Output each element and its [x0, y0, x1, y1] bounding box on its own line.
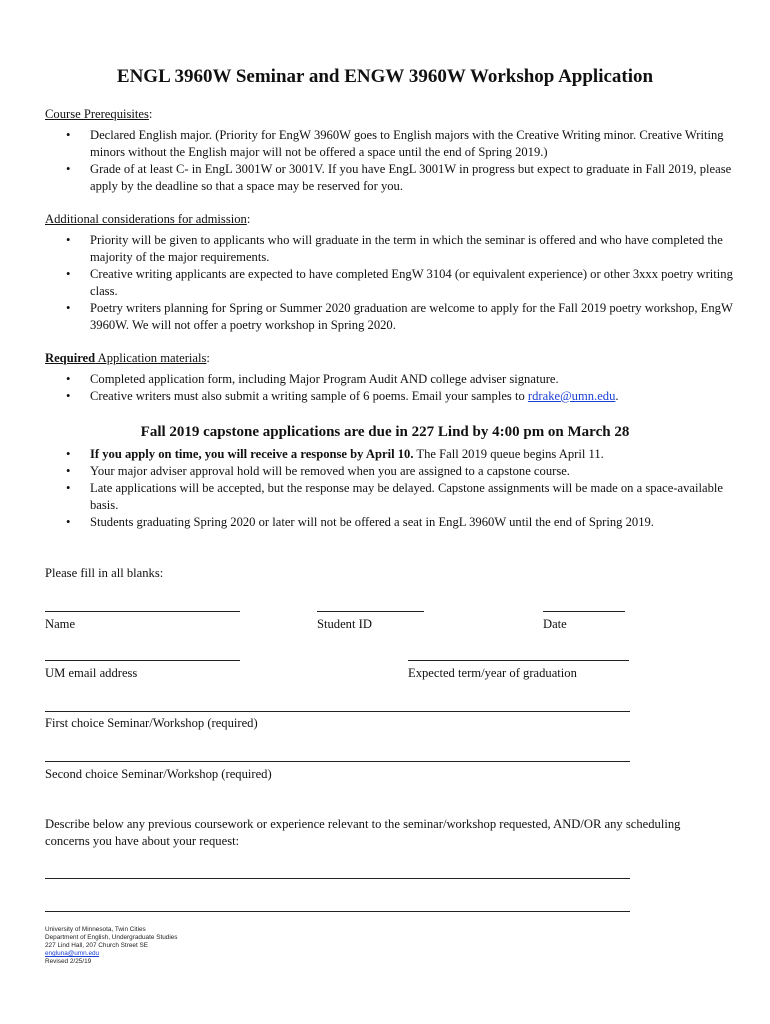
deadline-list	[45, 446, 735, 531]
list-item: • Declared English major. (Priority for EngW 3960W goes to English majors with the Creative Writing minor. Creative Writing minors without the English major will not be offered a space until the end of Spring 2019.)	[45, 127, 735, 161]
name-field[interactable]	[45, 611, 240, 612]
queue-begins-text: The Fall 2019 queue begins April 11.	[413, 447, 604, 461]
materials-list	[45, 371, 735, 405]
student-id-label: Student ID	[317, 617, 372, 631]
footer-university: University of Minnesota, Twin Cities	[45, 926, 146, 933]
name-label: Name	[45, 617, 76, 631]
deadline-heading: Fall 2019 capstone applications are due in 227 Lind by 4:00 pm on March 28	[140, 424, 630, 440]
student-id-field[interactable]	[317, 611, 424, 612]
list-item	[45, 446, 735, 463]
page-title: ENGL 3960W Seminar and ENGW 3960W Workshop Application	[116, 66, 654, 87]
list-item: • Poetry writers planning for Spring or Summer 2020 graduation are welcome to apply for the Fall 2019 poetry workshop, EngW 3960W. We will not offer a poetry workshop in Spring 2020.	[45, 300, 735, 334]
date-label: Date	[543, 617, 567, 631]
footer-revised: Revised 2/25/19	[45, 958, 92, 965]
list-item	[45, 388, 735, 405]
first-choice-field[interactable]	[45, 711, 630, 712]
footer-department: Department of English, Undergraduate Studies	[45, 934, 178, 941]
email-label: UM email address	[45, 666, 138, 680]
footer-address: 227 Lind Hall, 207 Church Street SE	[45, 942, 149, 949]
prerequisites-heading-text: Course Prerequisites	[45, 107, 149, 121]
response-date-text: If you apply on time, you will receive a response by April 10.	[90, 447, 414, 461]
form-instruction: Please fill in all blanks:	[45, 566, 164, 580]
footer-email-link[interactable]: engluna@umn.edu	[45, 950, 100, 957]
writing-sample-text: Creative writers must also submit a writing sample of 6 poems. Email your samples to	[90, 389, 528, 403]
prerequisites-colon: :	[148, 107, 153, 121]
date-field[interactable]	[543, 611, 625, 612]
first-choice-label: First choice Seminar/Workshop (required)	[45, 716, 258, 730]
second-choice-field[interactable]	[45, 761, 630, 762]
list-item: • Completed application form, including Major Program Audit AND college adviser signature.	[45, 371, 735, 388]
email-link[interactable]: rdrake@umn.edu	[527, 389, 616, 403]
list-item: • Creative writing applicants are expected to have completed EngW 3104 (or equivalent experience) or other 3xxx poetry writing class.	[45, 266, 735, 300]
materials-colon: :	[206, 351, 210, 365]
list-item: • Your major adviser approval hold will be removed when you are assigned to a capstone course.	[45, 463, 735, 480]
considerations-heading	[45, 211, 250, 228]
list-item: • Students graduating Spring 2020 or later will not be offered a seat in EngL 3960W until the end of Spring 2019.	[45, 514, 735, 531]
materials-heading-rest: Application materials	[95, 351, 207, 365]
prerequisites-heading	[45, 106, 152, 123]
considerations-heading-text: Additional considerations for admission	[45, 212, 247, 226]
email-field[interactable]	[45, 660, 240, 661]
list-item: • Grade of at least C- in EngL 3001W or 3001V. If you have EngL 3001W in progress but expect to graduate in Fall 2019, please apply by the deadline so that a space may be reserved for you.	[45, 161, 735, 195]
considerations-colon: :	[246, 212, 251, 226]
second-choice-label: Second choice Seminar/Workshop (required)	[45, 767, 272, 781]
graduation-field[interactable]	[408, 660, 629, 661]
describe-instruction: Describe below any previous coursework or experience relevant to the seminar/workshop requested, AND/OR any scheduling concerns you have about your request:	[45, 817, 681, 848]
writing-sample-period: .	[615, 389, 619, 403]
footer	[45, 926, 178, 966]
list-item: • Late applications will be accepted, but the response may be delayed. Capstone assignments will be made on a space-available basis.	[45, 480, 735, 514]
materials-heading-bold: Required	[45, 351, 96, 365]
describe-field-line-2[interactable]	[45, 911, 630, 912]
considerations-list	[45, 232, 735, 334]
materials-heading	[45, 350, 210, 367]
list-item: • Priority will be given to applicants who will graduate in the term in which the seminar is offered and who have completed the majority of the major requirements.	[45, 232, 735, 266]
graduation-label: Expected term/year of graduation	[408, 666, 577, 680]
describe-field-line-1[interactable]	[45, 878, 630, 879]
prerequisites-list	[45, 127, 735, 195]
